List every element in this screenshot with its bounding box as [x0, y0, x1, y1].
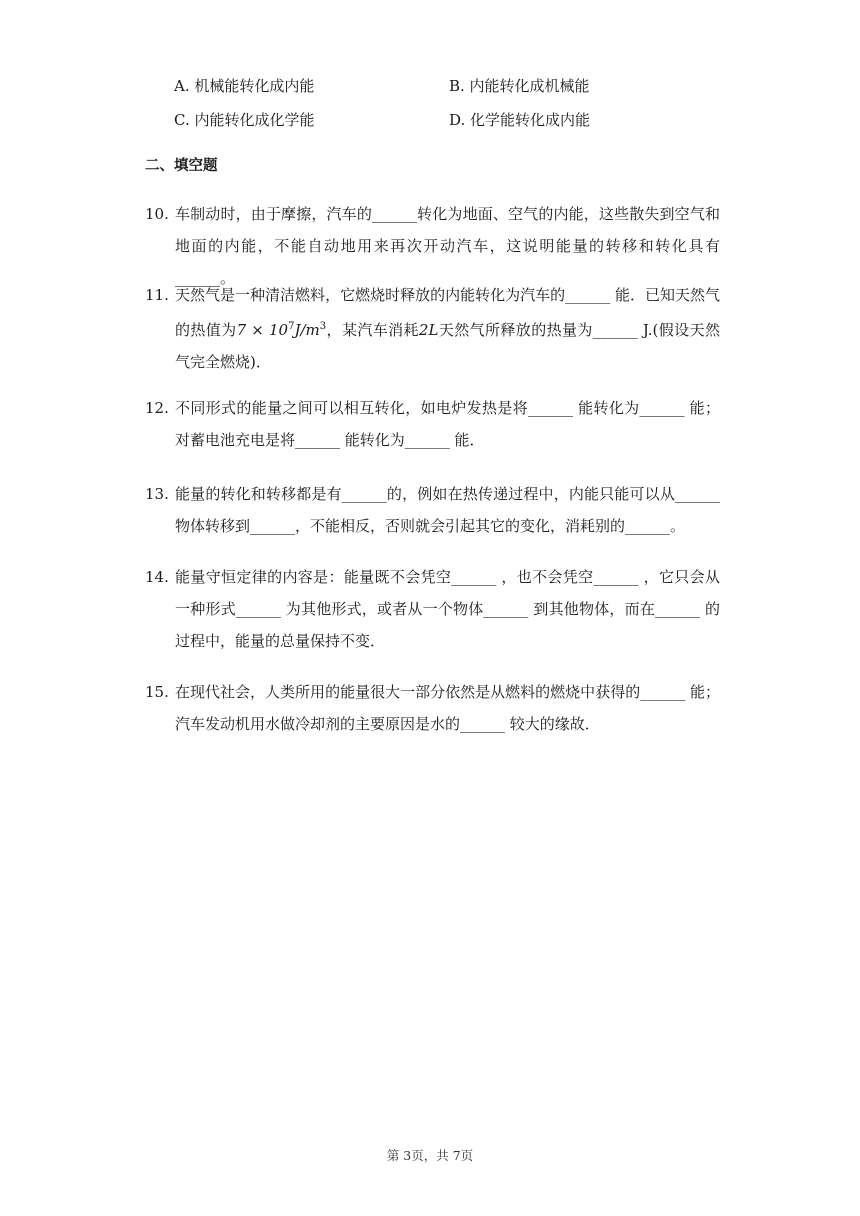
question-text: 能量的转化和转移都是有______的，例如在热传递过程中，内能只能可以从______物体转移到______，不能相反，否则就会引起其它的变化，消耗别的______。 — [175, 485, 720, 535]
question-number: 14. — [145, 568, 169, 586]
question-text — [175, 279, 720, 378]
question-number: 10. — [145, 205, 169, 223]
formula-unit-exponent: 3 — [319, 321, 327, 332]
formula-base: 7 × 10 — [236, 321, 289, 339]
page-footer: 第 3页，共 7页 — [386, 1148, 474, 1163]
question-text-part1: 天然气是一种清洁燃料，它燃烧时释放的内能转化为汽车的______ 能．已知天然气的热值为 — [175, 286, 720, 339]
question-number: 15. — [145, 683, 169, 701]
question-15 — [145, 676, 720, 740]
option-a: A. 机械能转化成内能 — [174, 76, 315, 95]
answer-options — [174, 68, 734, 136]
question-11 — [145, 279, 720, 378]
option-b: B. 内能转化成机械能 — [449, 76, 590, 95]
options-row-1 — [174, 68, 734, 102]
question-text: 在现代社会，人类所用的能量很大一部分依然是从燃料的燃烧中获得的______ 能；汽车发动机用水做冷却剂的主要原因是水的______ 较大的缘故． — [175, 683, 720, 733]
question-text-part3: 天然气所释放的热量为______ J.(假设天然气完全燃烧)． — [175, 321, 720, 371]
formula-unit: J/m — [294, 321, 320, 339]
options-row-2 — [174, 102, 734, 136]
question-text: 不同形式的能量之间可以相互转化，如电炉发热是将______ 能转化为______ 能；对蓄电池充电是将______ 能转化为______ 能． — [175, 399, 720, 449]
question-number: 13. — [145, 485, 169, 503]
question-12 — [145, 392, 720, 456]
gas-volume: 2L — [418, 321, 439, 339]
heat-value-formula — [237, 321, 327, 339]
question-number: 12. — [145, 399, 169, 417]
question-14 — [145, 561, 720, 657]
option-d: D. 化学能转化成内能 — [449, 110, 591, 129]
option-c: C. 内能转化成化学能 — [174, 110, 315, 129]
question-13 — [145, 478, 720, 542]
question-text-part2: ，某汽车消耗 — [326, 321, 419, 339]
question-number: 11. — [145, 286, 169, 304]
formula-exponent: 7 — [288, 321, 295, 332]
question-text: 车制动时，由于摩擦，汽车的______转化为地面、空气的内能，这些散失到空气和地面的内能，不能自动地用来再次开动汽车，这说明能量的转移和转化具有______。 — [175, 205, 720, 287]
question-text: 能量守恒定律的内容是：能量既不会凭空______ ，也不会凭空______ ，它只会从一种形式______ 为其他形式，或者从一个物体______ 到其他物体，而在______ 的过程中，能量的总量保持不变． — [175, 568, 720, 650]
section-title: 二、填空题 — [145, 158, 218, 174]
